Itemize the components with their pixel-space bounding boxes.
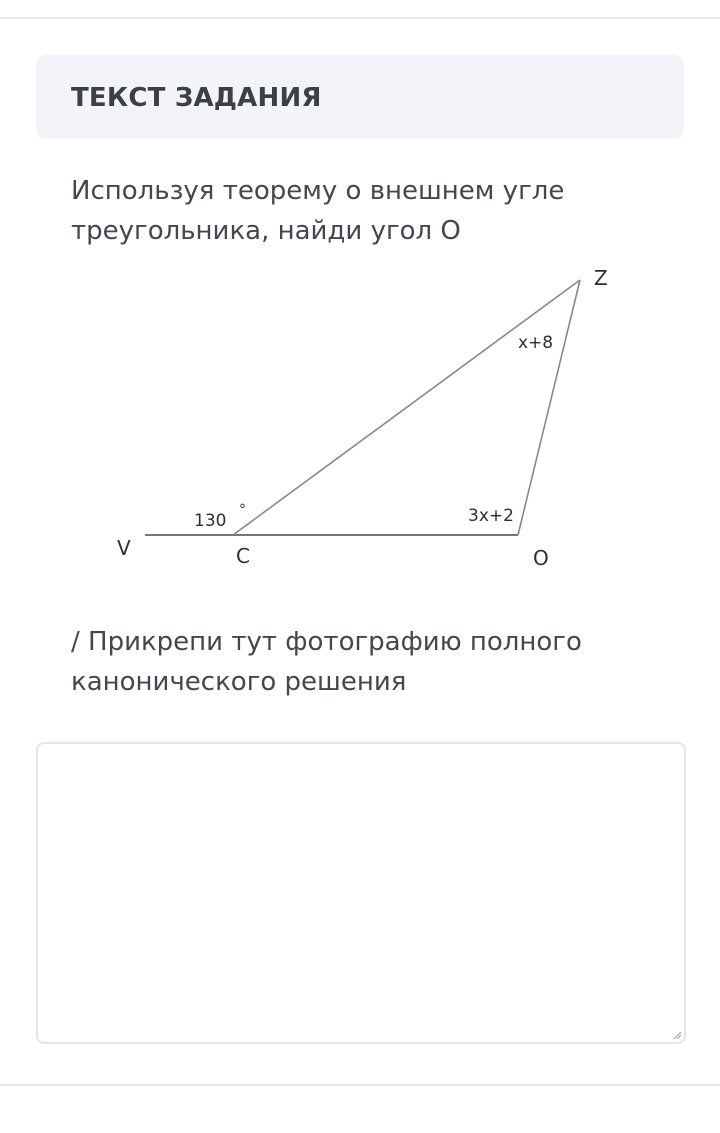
task-text: [71, 171, 671, 251]
task-text-line-1: Используя теорему о внешнем угле: [71, 176, 565, 206]
vertex-o-label: O: [533, 546, 549, 570]
task-text-line-2: треугольника, найди угол O: [71, 216, 461, 246]
attach-instruction: [71, 622, 681, 702]
task-header-title: ТЕКСТ ЗАДАНИЯ: [71, 83, 322, 113]
bottom-divider: [0, 1084, 720, 1086]
degree-mark: °: [239, 502, 246, 518]
resize-grip-icon[interactable]: [672, 1030, 682, 1040]
attach-instruction-line-2: канонического решения: [71, 667, 407, 697]
top-divider: [0, 17, 720, 19]
attach-instruction-line-1: / Прикрепи тут фотографию полного: [71, 627, 582, 657]
vertex-v-label: V: [117, 536, 131, 560]
answer-textarea[interactable]: [36, 742, 686, 1044]
vertex-c-label: C: [236, 544, 250, 568]
vertex-z-label: Z: [594, 266, 608, 290]
triangle-figure: [100, 258, 660, 578]
angle-z-label: x+8: [518, 333, 554, 353]
angle-o-label: 3x+2: [468, 506, 514, 526]
angle-exterior-label: 130: [194, 511, 227, 531]
task-header: [36, 55, 684, 139]
